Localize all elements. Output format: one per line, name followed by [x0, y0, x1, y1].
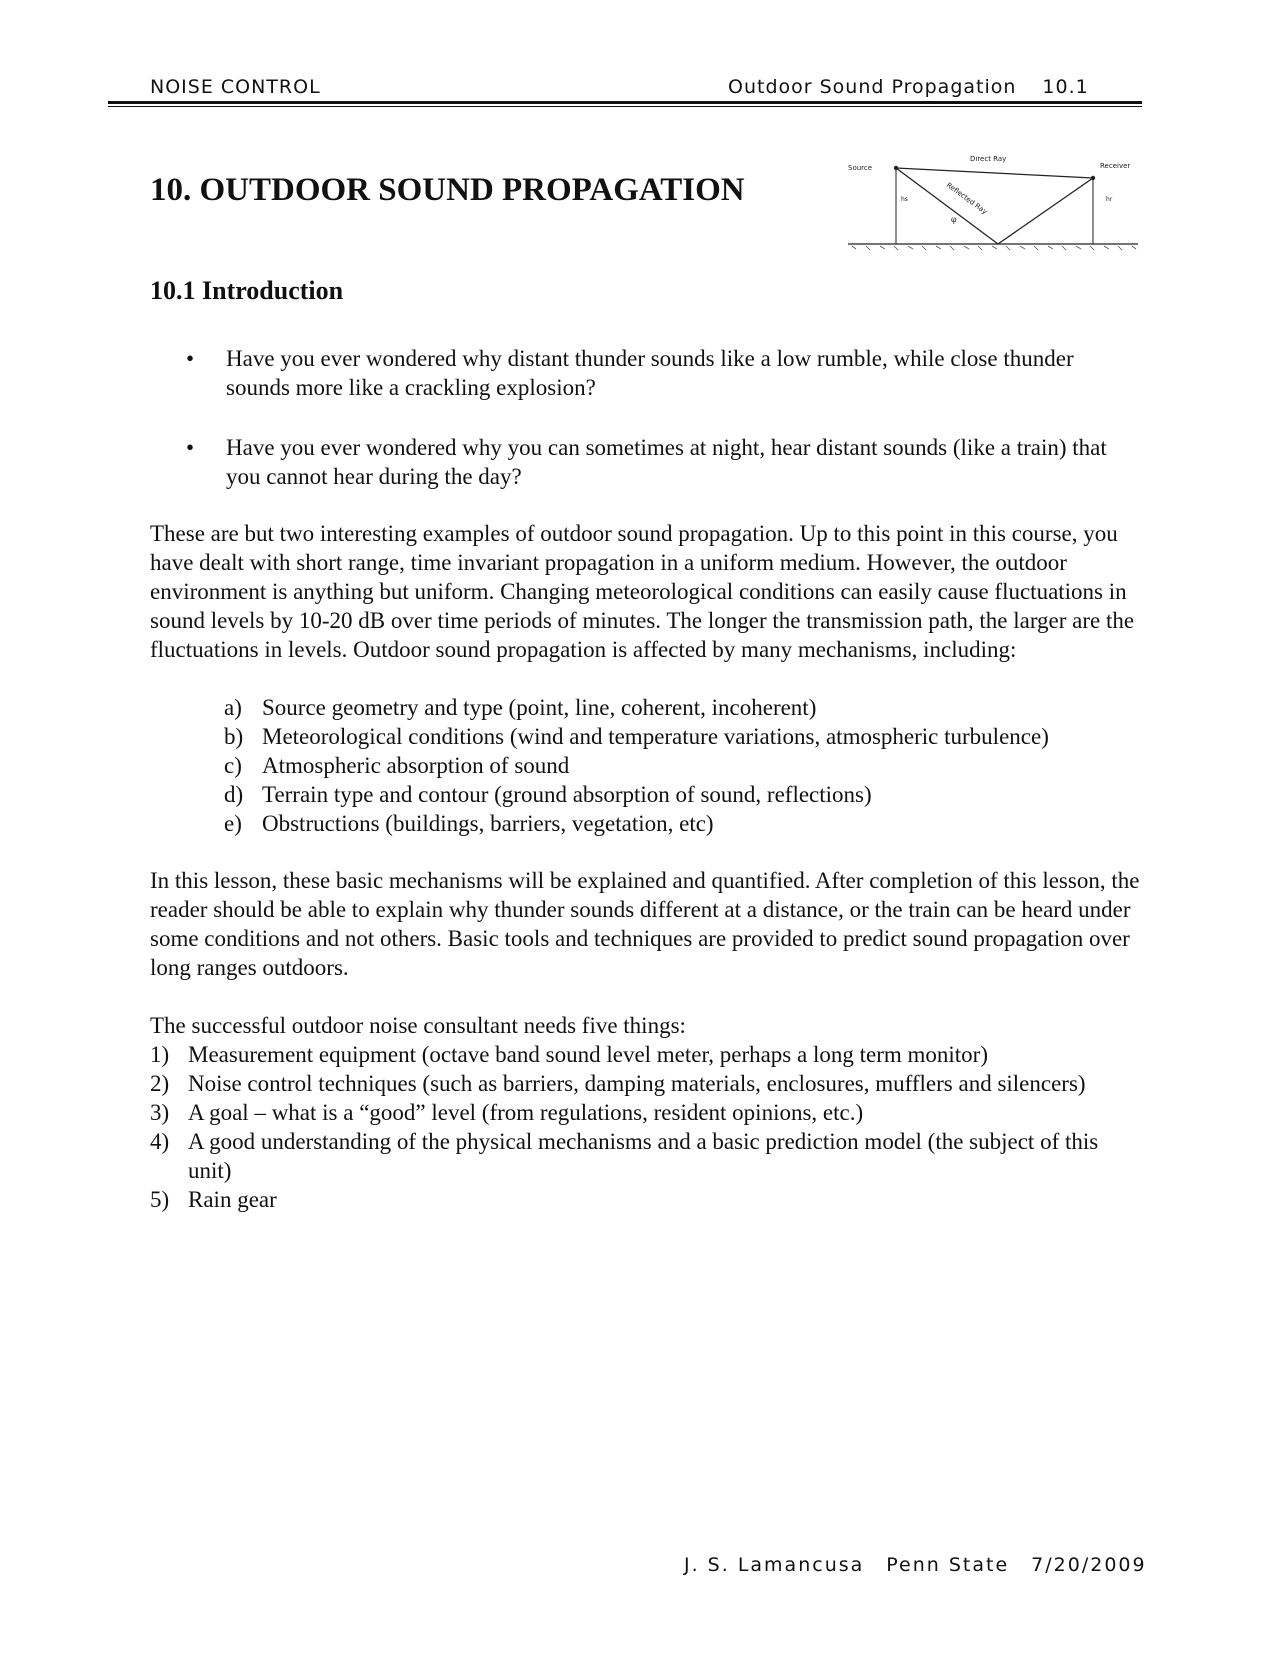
header-rule-thin	[108, 106, 1142, 107]
running-header-right	[728, 76, 1089, 98]
list-item: 5) Rain gear	[150, 1187, 277, 1212]
header-rule-thick	[108, 101, 1142, 104]
list-item: 1) Measurement equipment (octave band sound level meter, perhaps a long term monitor)	[150, 1042, 988, 1067]
receiver-marker	[1091, 176, 1095, 180]
running-header-left: NOISE CONTROL	[150, 76, 321, 98]
bullet-icon: •	[186, 346, 195, 371]
bullet-icon: •	[186, 435, 195, 460]
list-item: e) Obstructions (buildings, barriers, vegetation, etc)	[224, 811, 714, 836]
section-heading: 10.1 Introduction	[150, 276, 344, 305]
running-header-title: Outdoor Sound Propagation	[728, 76, 1017, 98]
chapter-title: 10. OUTDOOR SOUND PROPAGATION	[150, 172, 745, 208]
needs-list	[150, 1040, 1140, 1214]
receiver-label: Receiver	[1100, 162, 1131, 170]
source-marker	[894, 166, 898, 170]
paragraph-lesson: In this lesson, these basic mechanisms will be explained and quantified. After completion of this lesson, the reader should be able to explain why thunder sounds different at a distance, or the train can be heard under some conditions and not others. Basic tools and techniques are provided to predict sound propagation over long ranges outdoors.	[150, 868, 1140, 980]
ray-diagram	[848, 156, 1148, 256]
footer-author: J. S. Lamancusa	[684, 1554, 865, 1576]
list-item: b) Meteorological conditions (wind and temperature variations, atmospheric turbulence)	[224, 724, 1049, 749]
reflected-ray-label: Reflected Ray	[944, 181, 989, 217]
paragraph-consultant: The successful outdoor noise consultant needs five things:	[150, 1013, 686, 1038]
list-item: 3) A goal – what is a “good” level (from regulations, resident opinions, etc.)	[150, 1100, 864, 1125]
list-item: • Have you ever wondered why you can sometimes at night, hear distant sounds (like a train) that you cannot hear during the day?	[186, 435, 1107, 489]
hr-label: hr	[1106, 196, 1113, 203]
direct-ray-label: Direct Ray	[970, 156, 1007, 163]
hs-label: hs	[901, 196, 908, 203]
question-bullets	[150, 344, 1140, 522]
direct-ray	[896, 168, 1093, 178]
footer-institution: Penn State	[886, 1554, 1010, 1576]
list-item: 4) A good understanding of the physical mechanisms and a basic prediction model (the subject of this unit)	[150, 1129, 1099, 1183]
list-item: • Have you ever wondered why distant thunder sounds like a low rumble, while close thunder sounds more like a crackling explosion?	[186, 346, 1074, 400]
list-item: 2) Noise control techniques (such as barriers, damping materials, enclosures, mufflers and silencers)	[150, 1071, 1086, 1096]
list-item: c) Atmospheric absorption of sound	[224, 753, 570, 778]
list-item: a) Source geometry and type (point, line, coherent, incoherent)	[224, 695, 817, 720]
mechanisms-list	[218, 693, 1158, 838]
list-item: d) Terrain type and contour (ground absorption of sound, reflections)	[224, 782, 872, 807]
angle-label: φ	[951, 215, 957, 224]
footer-date: 7/20/2009	[1031, 1554, 1147, 1576]
reflected-ray	[896, 168, 1093, 244]
page-footer	[684, 1554, 1147, 1576]
paragraph-intro: These are but two interesting examples of outdoor sound propagation. Up to this point in this course, you have dealt with short range, time invariant propagation in a uniform medium. However, the outdoor environment is anything but uniform. Changing meteorological conditions can easily cause fluctuations in sound levels by 10-20 dB over time periods of minutes. The longer the transmission path, the larger are the fluctuations in levels. Outdoor sound propagation is affected by many mechanisms, including:	[150, 521, 1135, 662]
page-number: 10.1	[1042, 76, 1089, 98]
source-label: Source	[848, 164, 873, 172]
